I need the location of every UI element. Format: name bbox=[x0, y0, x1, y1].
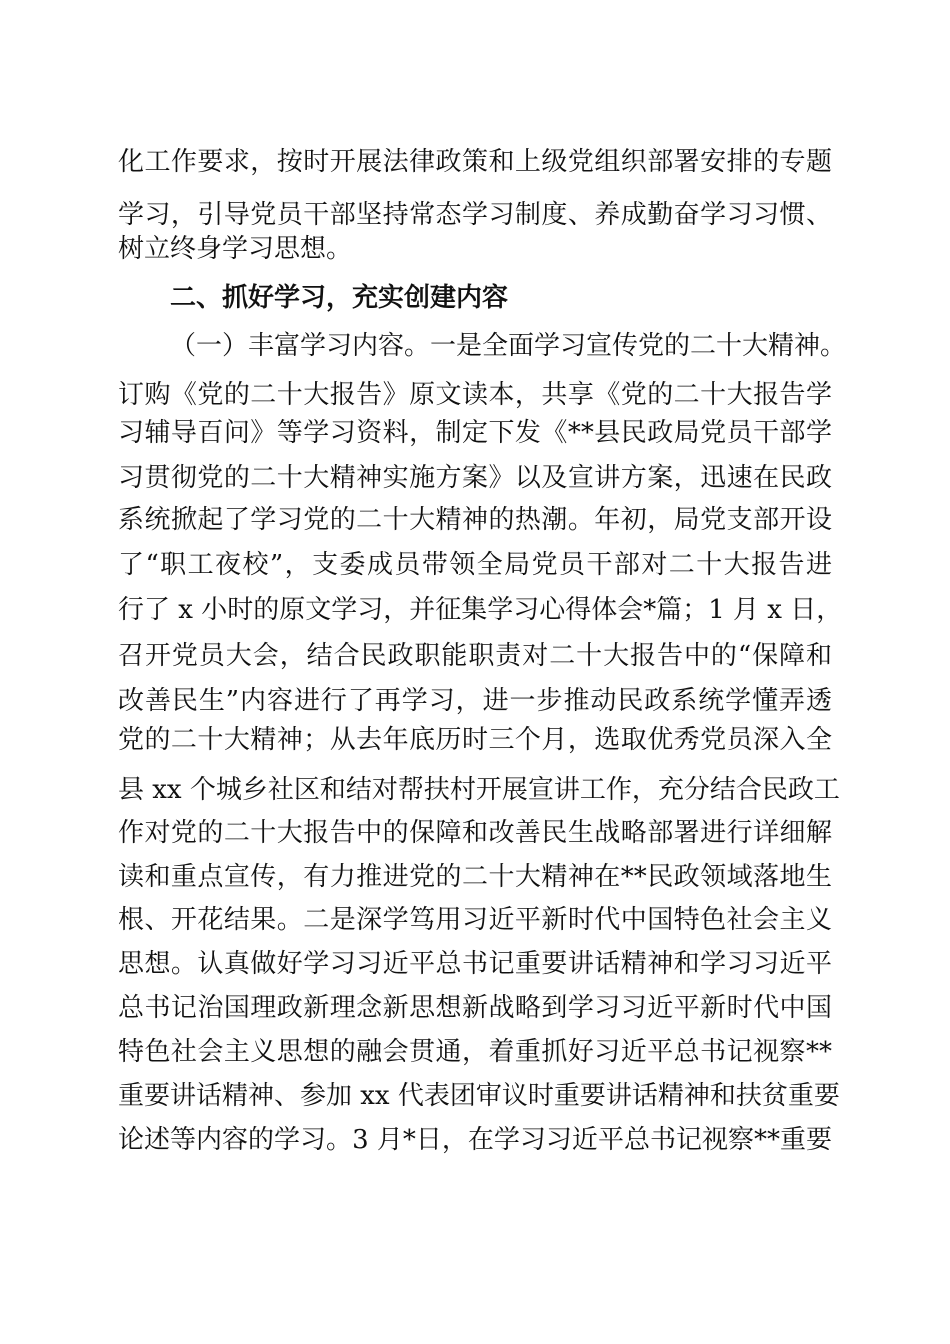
body-text-line-15: 县 xx 个城乡社区和结对帮扶村开展宣讲工作，充分结合民政工 bbox=[118, 775, 840, 805]
body-text-line-11: 行了 x 小时的原文学习，并征集学习心得体会*篇；1 月 x 日， bbox=[118, 595, 843, 625]
paragraph-first-line: （一）丰富学习内容。一是全面学习宣传党的二十大精神。 bbox=[170, 331, 847, 361]
body-text-line-6: 订购《党的二十大报告》原文读本，共享《党的二十大报告学 bbox=[118, 380, 832, 410]
body-text-line-10: 了“职工夜校”，支委成员带领全局党员干部对二十大报告进 bbox=[118, 550, 832, 580]
body-text-line-21: 特色社会主义思想的融会贯通，着重抓好习近平总书记视察** bbox=[118, 1037, 832, 1067]
body-text-line-3: 树立终身学习思想。 bbox=[118, 234, 353, 264]
body-text-line-14: 党的二十大精神；从去年底历时三个月，选取优秀党员深入全 bbox=[118, 725, 832, 755]
body-text-line-1: 化工作要求，按时开展法律政策和上级党组织部署安排的专题 bbox=[118, 147, 832, 177]
body-text-line-8: 习贯彻党的二十大精神实施方案》以及宣讲方案，迅速在民政 bbox=[118, 463, 832, 493]
body-text-line-16: 作对党的二十大报告中的保障和改善民生战略部署进行详细解 bbox=[118, 818, 832, 848]
body-text-line-7: 习辅导百问》等学习资料，制定下发《**县民政局党员干部学 bbox=[118, 418, 832, 448]
body-text-line-9: 系统掀起了学习党的二十大精神的热潮。年初，局党支部开设 bbox=[118, 505, 832, 535]
body-text-line-13: 改善民生”内容进行了再学习，进一步推动民政系统学懂弄透 bbox=[118, 686, 832, 716]
body-text-line-12: 召开党员大会，结合民政职能职责对二十大报告中的“保障和 bbox=[118, 641, 832, 671]
body-text-line-22: 重要讲话精神、参加 xx 代表团审议时重要讲话精神和扶贫重要 bbox=[118, 1081, 840, 1111]
body-text-line-2: 学习，引导党员干部坚持常态学习制度、养成勤奋学习习惯、 bbox=[118, 200, 832, 230]
section-heading: 二、抓好学习，充实创建内容 bbox=[170, 283, 509, 313]
body-text-line-20: 总书记治国理政新理念新思想新战略到学习习近平新时代中国 bbox=[118, 993, 832, 1023]
body-text-line-18: 根、开花结果。二是深学笃用习近平新时代中国特色社会主义 bbox=[118, 905, 832, 935]
body-text-line-19: 思想。认真做好学习习近平总书记重要讲话精神和学习习近平 bbox=[118, 949, 832, 979]
body-text-line-23: 论述等内容的学习。3 月*日，在学习习近平总书记视察**重要 bbox=[118, 1125, 832, 1155]
body-text-line-17: 读和重点宣传，有力推进党的二十大精神在**民政领域落地生 bbox=[118, 862, 832, 892]
